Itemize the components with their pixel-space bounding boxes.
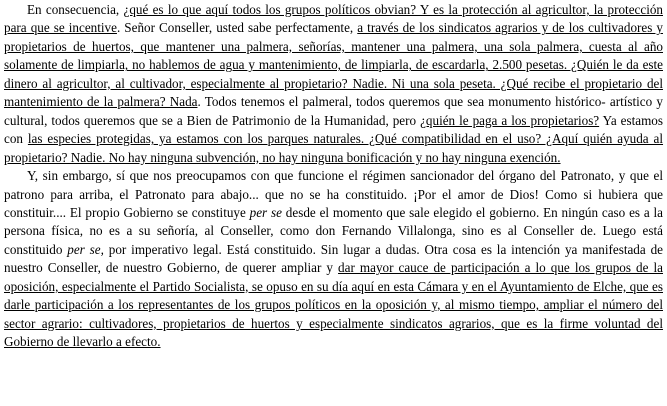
- text-run: . Todos tenemos el palmeral, todos queremos que sea monumento histórico- artístico y cultural, todos queremos que se a Bien de Patrimonio de la Humanidad, pero: [4, 94, 663, 128]
- italic-run: per se: [249, 204, 282, 220]
- underlined-run: ¿qué es lo que aquí todos los grupos políticos obvian? Y es la protección al agricultor, la protección para que se incentive: [4, 2, 663, 36]
- paragraph-1: [4, 1, 663, 167]
- underlined-run: dar mayor cauce de participación a lo que los grupos de la oposición, especialmente el Partido Socialista, se opuso en su día aquí en esta Cámara y en el Ayuntamiento de Elche, que es darle participación a los representantes de los grupos políticos en la oposición y, al mismo tiempo, ampliar el número del sector agrario: cultivadores, propietarios de huertos y especialmente sindicatos agrarios, que es la firme voluntad del Gobierno de llevarlo a efecto.: [4, 260, 663, 350]
- italic-run: per se,: [67, 241, 104, 257]
- text-run: En consecuencia,: [27, 2, 124, 17]
- underlined-run: a través de los sindicatos agrarios y de los cultivadores y propietarios de huertos, que mantener una palmera, señorías, mantener una palmera, una sola palmera, cuesta al año solamente de limpiarla, no hablemos de agua y mantenimiento, de limpiarla, de escardarla, 2.500 pesetas. ¿Quién le da este dinero al agricultor, al cultivador, especialmente al propietario? Nadie. Ni una sola peseta. ¿Qué recibe el propietario del mantenimiento de la palmera? Nada: [4, 20, 663, 110]
- text-run: por imperativo legal. Está constituido. Sin lugar a dudas. Otra cosa es la intención ya manifestada de nuestro Conseller, de nuestro Gobierno, de querer ampliar y: [4, 241, 663, 276]
- text-run: . Señor Conseller, usted sabe perfectamente,: [116, 20, 358, 36]
- underlined-run: las especies protegidas, ya estamos con los parques naturales. ¿Qué compatibilidad en el uso? ¿Aquí quién ayuda al propietario? Nadie. No hay ninguna subvención, no hay ninguna bonificación y no hay ninguna exención.: [4, 131, 664, 165]
- text-run: desde el momento que sale elegido el gobierno. En ningún caso es a la persona física, no es a su señoría, al Conseller, como don Fernando Villalonga, sino es al Conseller de. Luego está constituido: [4, 204, 663, 257]
- text-run: Y, sin embargo, sí que nos preocupamos con que funcione el régimen sancionador del órgano del Patronato, y que el patrono para arriba, el Patronato para abajo... que no se ha constituido. ¡Por el amor de Dios! Como si hubiera que constituir.... El propio Gobierno se constituye: [4, 168, 663, 220]
- paragraph-2: [4, 167, 663, 352]
- underlined-run: ¿quién le paga a los propietarios?: [420, 112, 600, 128]
- text-run: Ya estamos con: [4, 112, 663, 147]
